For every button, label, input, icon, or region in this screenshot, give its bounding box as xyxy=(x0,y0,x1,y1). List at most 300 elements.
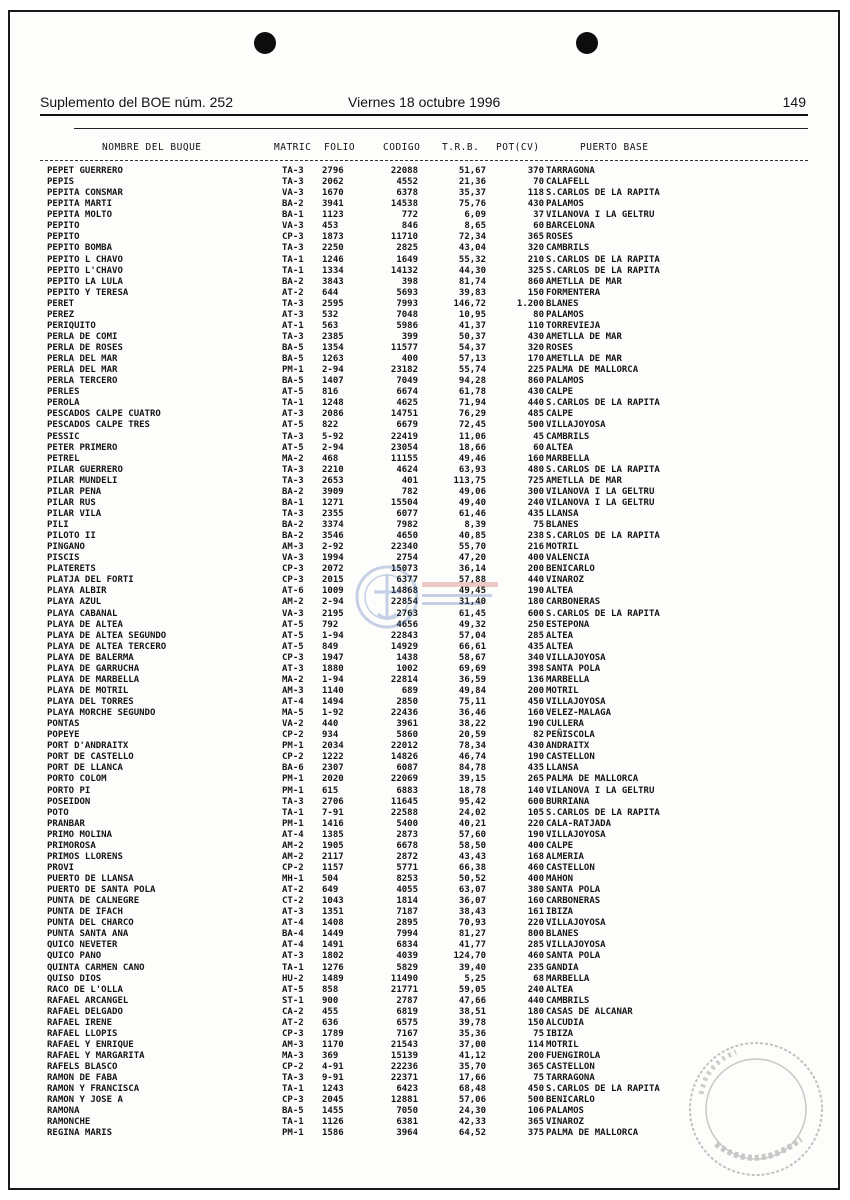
codigo-cell: 4650 xyxy=(396,531,418,542)
trb-cell: 75,76 xyxy=(458,199,486,210)
vessel-name-cell: RAMONA xyxy=(47,1106,80,1117)
codigo-cell: 398 xyxy=(401,276,418,287)
folio-cell: 468 xyxy=(322,453,339,464)
codigo-cell: 11577 xyxy=(390,343,418,353)
trb-cell: 38,43 xyxy=(458,907,486,918)
potencia-cv-cell: 435 xyxy=(527,763,544,774)
table-row xyxy=(0,553,850,564)
trb-cell: 63,07 xyxy=(458,885,486,896)
trb-cell: 40,85 xyxy=(458,531,486,542)
table-row xyxy=(0,221,850,232)
matricula-cell: CP-3 xyxy=(282,564,304,575)
folio-cell: 504 xyxy=(322,874,339,884)
folio-cell: 615 xyxy=(322,785,339,796)
folio-cell: 9-91 xyxy=(322,1073,344,1084)
table-row xyxy=(0,686,850,697)
folio-cell: 3909 xyxy=(322,486,344,497)
puerto-base-cell: MARBELLA xyxy=(546,453,590,464)
vessel-name-cell: PETER PRIMERO xyxy=(47,442,118,453)
potencia-cv-cell: 68 xyxy=(533,973,544,984)
folio-cell: 2117 xyxy=(322,851,344,862)
folio-cell: 1276 xyxy=(322,962,344,973)
vessel-name-cell: PLAYA DE BALERMA xyxy=(47,652,134,663)
folio-cell: 1789 xyxy=(322,1028,344,1039)
col-trb-header: T.R.B. xyxy=(442,142,480,153)
vessel-name-cell: QUICO PANO xyxy=(47,951,102,962)
matricula-cell: AT-3 xyxy=(282,309,304,320)
folio-cell: 900 xyxy=(322,995,339,1006)
table-row xyxy=(0,1062,850,1073)
codigo-cell: 4055 xyxy=(396,885,418,896)
table-row xyxy=(0,774,850,785)
potencia-cv-cell: 860 xyxy=(527,276,544,287)
codigo-cell: 6834 xyxy=(396,940,418,951)
codigo-cell: 22854 xyxy=(390,597,418,608)
vessel-name-cell: PLAYA DE MOTRIL xyxy=(47,685,129,696)
potencia-cv-cell: 365 xyxy=(527,1062,544,1073)
codigo-cell: 399 xyxy=(401,331,418,342)
trb-cell: 54,37 xyxy=(458,343,486,353)
folio-cell: 636 xyxy=(322,1017,339,1028)
codigo-cell: 4552 xyxy=(396,177,418,188)
puerto-base-cell: VILLAJOYOSA xyxy=(546,829,606,840)
codigo-cell: 1814 xyxy=(396,896,418,907)
potencia-cv-cell: 320 xyxy=(527,343,544,353)
trb-cell: 42,33 xyxy=(458,1117,486,1128)
matricula-cell: AT-2 xyxy=(282,1017,304,1028)
trb-cell: 78,34 xyxy=(458,741,486,752)
puerto-base-cell: TARRAGONA xyxy=(546,166,595,176)
potencia-cv-cell: 480 xyxy=(527,464,544,475)
folio-cell: 1334 xyxy=(322,265,344,276)
folio-cell: 1947 xyxy=(322,652,344,663)
vessel-name-cell: PRIMOS LLORENS xyxy=(47,851,123,862)
puerto-base-cell: AMETLLA DE MAR xyxy=(546,475,622,486)
folio-cell: 2385 xyxy=(322,331,344,342)
table-row xyxy=(0,166,850,177)
table-row xyxy=(0,398,850,409)
codigo-cell: 7982 xyxy=(396,520,418,530)
matricula-cell: TA-1 xyxy=(282,807,304,818)
vessel-name-cell: PLAYA DE ALTEA SEGUNDO xyxy=(47,630,167,641)
potencia-cv-cell: 340 xyxy=(527,652,544,663)
table-row xyxy=(0,465,850,476)
matricula-cell: AT-5 xyxy=(282,641,304,652)
puerto-base-cell: BARCELONA xyxy=(546,221,595,232)
potencia-cv-cell: 136 xyxy=(527,674,544,685)
vessel-name-cell: PERLA DEL MAR xyxy=(47,365,118,376)
folio-cell: 2706 xyxy=(322,796,344,807)
folio-cell: 2-94 xyxy=(322,365,344,376)
potencia-cv-cell: 75 xyxy=(533,520,544,530)
vessel-name-cell: PONTAS xyxy=(47,719,80,730)
trb-cell: 47,66 xyxy=(458,995,486,1006)
trb-cell: 57,60 xyxy=(458,829,486,840)
potencia-cv-cell: 80 xyxy=(533,309,544,320)
puerto-base-cell: PALAMOS xyxy=(546,199,584,210)
table-row xyxy=(0,675,850,686)
codigo-cell: 22843 xyxy=(390,630,418,641)
matricula-cell: TA-3 xyxy=(282,298,304,309)
matricula-cell: BA-5 xyxy=(282,343,304,353)
table-row xyxy=(0,321,850,332)
codigo-cell: 400 xyxy=(401,354,418,365)
matricula-cell: CA-2 xyxy=(282,1006,304,1017)
trb-cell: 24,02 xyxy=(458,807,486,818)
puerto-base-cell: S.CARLOS DE LA RAPITA xyxy=(546,807,660,818)
potencia-cv-cell: 325 xyxy=(527,265,544,276)
table-row xyxy=(0,1106,850,1117)
trb-cell: 36,46 xyxy=(458,708,486,719)
vessel-name-cell: PRIMO MOLINA xyxy=(47,829,113,840)
vessel-name-cell: RAMON DE FABA xyxy=(47,1073,118,1084)
vessel-name-cell: PUERTO DE LLANSA xyxy=(47,874,134,884)
puerto-base-cell: CAMBRILS xyxy=(546,243,590,254)
table-row xyxy=(0,620,850,631)
potencia-cv-cell: 460 xyxy=(527,951,544,962)
folio-cell: 1222 xyxy=(322,752,344,763)
vessel-name-cell: PRIMOROSA xyxy=(47,840,96,851)
puerto-base-cell: VALENCIA xyxy=(546,553,590,564)
matricula-cell: CP-2 xyxy=(282,862,304,873)
matricula-cell: BA-2 xyxy=(282,531,304,542)
table-row xyxy=(0,365,850,376)
matricula-cell: PM-1 xyxy=(282,785,304,796)
vessel-name-cell: PEPITO BOMBA xyxy=(47,243,113,254)
codigo-cell: 5693 xyxy=(396,287,418,298)
matricula-cell: TA-1 xyxy=(282,1084,304,1095)
potencia-cv-cell: 161 xyxy=(527,907,544,918)
codigo-cell: 6575 xyxy=(396,1017,418,1028)
vessel-name-cell: PLATJA DEL FORTI xyxy=(47,575,134,586)
trb-cell: 50,37 xyxy=(458,331,486,342)
folio-cell: 563 xyxy=(322,320,339,331)
matricula-cell: AT-5 xyxy=(282,442,304,453)
codigo-cell: 2872 xyxy=(396,851,418,862)
codigo-cell: 7167 xyxy=(396,1028,418,1039)
puerto-base-cell: VELEZ-MALAGA xyxy=(546,708,612,719)
codigo-cell: 6678 xyxy=(396,840,418,851)
potencia-cv-cell: 285 xyxy=(527,630,544,641)
vessel-name-cell: PEPITO xyxy=(47,232,80,243)
codigo-cell: 7049 xyxy=(396,376,418,387)
potencia-cv-cell: 285 xyxy=(527,940,544,951)
col-codigo-header: CODIGO xyxy=(383,142,421,153)
potencia-cv-cell: 250 xyxy=(527,619,544,630)
publication-date: Viernes 18 octubre 1996 xyxy=(348,94,501,110)
folio-cell: 2210 xyxy=(322,464,344,475)
vessel-name-cell: PLAYA CABAÑAL xyxy=(47,608,118,619)
table-row xyxy=(0,343,850,354)
codigo-cell: 689 xyxy=(401,685,418,696)
col-pot-header: POT(CV) xyxy=(496,142,540,153)
table-row xyxy=(0,1018,850,1029)
potencia-cv-cell: 430 xyxy=(527,387,544,398)
puerto-base-cell: TORREVIEJA xyxy=(546,320,601,331)
folio-cell: 1246 xyxy=(322,254,344,265)
folio-cell: 1385 xyxy=(322,829,344,840)
table-row xyxy=(0,730,850,741)
folio-cell: 2595 xyxy=(322,298,344,309)
potencia-cv-cell: 220 xyxy=(527,918,544,929)
table-row xyxy=(0,454,850,465)
puerto-base-cell: SANTA POLA xyxy=(546,951,601,962)
matricula-cell: HU-2 xyxy=(282,973,304,984)
vessel-name-cell: PRANBAR xyxy=(47,818,85,829)
matricula-cell: BA-1 xyxy=(282,210,304,221)
puerto-base-cell: ALTEA xyxy=(546,586,574,597)
table-row xyxy=(0,1040,850,1051)
folio-cell: 453 xyxy=(322,221,339,232)
puerto-base-cell: S.CARLOS DE LA RAPITA xyxy=(546,188,660,199)
codigo-cell: 14826 xyxy=(390,752,418,763)
vessel-name-cell: PLAYA DE ALTEA TERCERO xyxy=(47,641,167,652)
vessel-name-cell: PEPET GUERRERO xyxy=(47,166,123,176)
folio-cell: 455 xyxy=(322,1006,339,1017)
matricula-cell: PM-1 xyxy=(282,818,304,829)
folio-cell: 1123 xyxy=(322,210,344,221)
potencia-cv-cell: 37 xyxy=(533,210,544,221)
codigo-cell: 5860 xyxy=(396,730,418,741)
matricula-cell: ST-1 xyxy=(282,995,304,1006)
table-row xyxy=(0,575,850,586)
codigo-cell: 7187 xyxy=(396,907,418,918)
puerto-base-cell: CALPE xyxy=(546,409,574,420)
puerto-base-cell: AMETLLA DE MAR xyxy=(546,354,622,365)
table-row xyxy=(0,963,850,974)
folio-cell: 1-92 xyxy=(322,708,344,719)
potencia-cv-cell: 60 xyxy=(533,221,544,232)
codigo-cell: 22588 xyxy=(390,807,418,818)
puerto-base-cell: FORMENTERA xyxy=(546,287,601,298)
codigo-cell: 5986 xyxy=(396,320,418,331)
potencia-cv-cell: 430 xyxy=(527,331,544,342)
folio-cell: 2-92 xyxy=(322,542,344,553)
table-row xyxy=(0,332,850,343)
table-row xyxy=(0,907,850,918)
potencia-cv-cell: 400 xyxy=(527,874,544,884)
codigo-cell: 14868 xyxy=(390,586,418,597)
trb-cell: 61,78 xyxy=(458,387,486,398)
trb-cell: 63,93 xyxy=(458,464,486,475)
trb-cell: 57,04 xyxy=(458,630,486,641)
puerto-base-cell: PALAMOS xyxy=(546,309,584,320)
puerto-base-cell: VILANOVA I LA GELTRU xyxy=(546,486,655,497)
vessel-name-cell: PERIQUITO xyxy=(47,320,96,331)
potencia-cv-cell: 435 xyxy=(527,508,544,519)
codigo-cell: 11490 xyxy=(390,973,418,984)
puerto-base-cell: ALTEA xyxy=(546,984,574,995)
folio-cell: 4-91 xyxy=(322,1062,344,1073)
matricula-cell: MA-2 xyxy=(282,674,304,685)
puerto-base-cell: VILLAJOYOSA xyxy=(546,652,606,663)
folio-cell: 1043 xyxy=(322,896,344,907)
vessel-name-cell: PESSIC xyxy=(47,431,80,442)
table-row xyxy=(0,387,850,398)
vessel-name-cell: RACO DE L'OLLA xyxy=(47,984,123,995)
table-row xyxy=(0,918,850,929)
table-row xyxy=(0,797,850,808)
puerto-base-cell: CAMBRILS xyxy=(546,995,590,1006)
puerto-base-cell: S.CARLOS DE LA RAPITA xyxy=(546,531,660,542)
potencia-cv-cell: 240 xyxy=(527,984,544,995)
codigo-cell: 7994 xyxy=(396,929,418,940)
folio-cell: 2045 xyxy=(322,1095,344,1106)
matricula-cell: AT-2 xyxy=(282,287,304,298)
puerto-base-cell: ALCUDIA xyxy=(546,1017,584,1028)
trb-cell: 124,70 xyxy=(453,951,486,962)
trb-cell: 71,94 xyxy=(458,398,486,409)
puerto-base-cell: SANTA POLA xyxy=(546,885,601,896)
folio-cell: 1243 xyxy=(322,1084,344,1095)
vessel-name-cell: PEREZ xyxy=(47,309,75,320)
potencia-cv-cell: 216 xyxy=(527,542,544,553)
trb-cell: 75,11 xyxy=(458,697,486,707)
puerto-base-cell: PALMA DE MALLORCA xyxy=(546,1128,639,1139)
codigo-cell: 1649 xyxy=(396,254,418,265)
trb-cell: 72,34 xyxy=(458,232,486,243)
table-row xyxy=(0,354,850,365)
trb-cell: 70,93 xyxy=(458,918,486,929)
folio-cell: 934 xyxy=(322,730,339,741)
trb-cell: 41,37 xyxy=(458,320,486,331)
trb-cell: 41,77 xyxy=(458,940,486,951)
vessel-name-cell: RAFAEL IRENE xyxy=(47,1017,113,1028)
table-row xyxy=(0,188,850,199)
table-row xyxy=(0,597,850,608)
trb-cell: 51,67 xyxy=(458,166,486,176)
trb-cell: 55,74 xyxy=(458,365,486,376)
puerto-base-cell: VILLAJOYOSA xyxy=(546,918,606,929)
trb-cell: 47,20 xyxy=(458,553,486,564)
codigo-cell: 23054 xyxy=(390,442,418,453)
potencia-cv-cell: 70 xyxy=(533,177,544,188)
matricula-cell: BA-2 xyxy=(282,276,304,287)
vessel-name-cell: PEPITA MARTI xyxy=(47,199,113,210)
folio-cell: 1873 xyxy=(322,232,344,243)
vessel-name-cell: PEPITA CONSMAR xyxy=(47,188,123,199)
codigo-cell: 1438 xyxy=(396,652,418,663)
codigo-cell: 14538 xyxy=(390,199,418,210)
table-row xyxy=(0,940,850,951)
codigo-cell: 782 xyxy=(401,486,418,497)
table-row xyxy=(0,420,850,431)
table-row xyxy=(0,1084,850,1095)
folio-cell: 1351 xyxy=(322,907,344,918)
table-row xyxy=(0,631,850,642)
vessel-name-cell: PESCADOS CALPE CUATRO xyxy=(47,409,161,420)
trb-cell: 57,13 xyxy=(458,354,486,365)
table-row xyxy=(0,564,850,575)
matricula-cell: VA-3 xyxy=(282,553,304,564)
matricula-cell: TA-3 xyxy=(282,177,304,188)
trb-cell: 94,28 xyxy=(458,376,486,387)
trb-cell: 76,29 xyxy=(458,409,486,420)
puerto-base-cell: SANTA POLA xyxy=(546,663,601,674)
puerto-base-cell: BLANES xyxy=(546,929,579,940)
puerto-base-cell: BENICARLO xyxy=(546,1095,595,1106)
folio-cell: 2250 xyxy=(322,243,344,254)
vessel-name-cell: PUNTA DE CALNEGRE xyxy=(47,896,140,907)
folio-cell: 1271 xyxy=(322,497,344,508)
codigo-cell: 11155 xyxy=(390,453,418,464)
folio-cell: 1489 xyxy=(322,973,344,984)
matricula-cell: VA-3 xyxy=(282,221,304,232)
codigo-cell: 6087 xyxy=(396,763,418,774)
trb-cell: 18,78 xyxy=(458,785,486,796)
folio-cell: 1140 xyxy=(322,685,344,696)
puerto-base-cell: MOTRIL xyxy=(546,685,579,696)
puerto-base-cell: CASAS DE ALCANAR xyxy=(546,1006,633,1017)
table-row xyxy=(0,1029,850,1040)
vessel-name-cell: PUERTO DE SANTA POLA xyxy=(47,885,156,896)
trb-cell: 6,09 xyxy=(464,210,486,221)
trb-cell: 36,07 xyxy=(458,896,486,907)
potencia-cv-cell: 225 xyxy=(527,365,544,376)
potencia-cv-cell: 440 xyxy=(527,575,544,586)
potencia-cv-cell: 500 xyxy=(527,420,544,431)
puerto-base-cell: ROSES xyxy=(546,343,574,353)
folio-cell: 3843 xyxy=(322,276,344,287)
folio-cell: 5-92 xyxy=(322,431,344,442)
puerto-base-cell: MARBELLA xyxy=(546,674,590,685)
table-row xyxy=(0,896,850,907)
table-row xyxy=(0,310,850,321)
codigo-cell: 2850 xyxy=(396,697,418,707)
trb-cell: 113,75 xyxy=(453,475,486,486)
table-row xyxy=(0,719,850,730)
vessel-name-cell: PILAR RUS xyxy=(47,497,96,508)
codigo-cell: 401 xyxy=(401,475,418,486)
puerto-base-cell: ALTEA xyxy=(546,641,574,652)
folio-cell: 1416 xyxy=(322,818,344,829)
codigo-cell: 4039 xyxy=(396,951,418,962)
matricula-cell: AT-5 xyxy=(282,387,304,398)
puerto-base-cell: ALTEA xyxy=(546,630,574,641)
matricula-cell: AT-4 xyxy=(282,940,304,951)
codigo-cell: 6077 xyxy=(396,508,418,519)
table-row xyxy=(0,974,850,985)
potencia-cv-cell: 860 xyxy=(527,376,544,387)
folio-cell: 1248 xyxy=(322,398,344,409)
folio-cell: 2-94 xyxy=(322,442,344,453)
potencia-cv-cell: 180 xyxy=(527,597,544,608)
puerto-base-cell: VINAROZ xyxy=(546,575,584,586)
vessel-name-cell: PROVI xyxy=(47,862,75,873)
trb-cell: 55,70 xyxy=(458,542,486,553)
puerto-base-cell: ALMERIA xyxy=(546,851,584,862)
matricula-cell: AM-3 xyxy=(282,542,304,553)
folio-cell: 7-91 xyxy=(322,807,344,818)
trb-cell: 57,06 xyxy=(458,1095,486,1106)
potencia-cv-cell: 106 xyxy=(527,1106,544,1117)
table-row xyxy=(0,509,850,520)
folio-cell: 1491 xyxy=(322,940,344,951)
matricula-cell: TA-1 xyxy=(282,265,304,276)
codigo-cell: 4656 xyxy=(396,619,418,630)
matricula-cell: TA-3 xyxy=(282,508,304,519)
table-row xyxy=(0,1007,850,1018)
potencia-cv-cell: 1.200 xyxy=(516,298,544,309)
matricula-cell: CT-2 xyxy=(282,896,304,907)
puerto-base-cell: CALAFELL xyxy=(546,177,590,188)
potencia-cv-cell: 75 xyxy=(533,1073,544,1084)
folio-cell: 1449 xyxy=(322,929,344,940)
folio-cell: 2034 xyxy=(322,741,344,752)
table-row xyxy=(0,786,850,797)
codigo-cell: 4625 xyxy=(396,398,418,409)
folio-cell: 2015 xyxy=(322,575,344,586)
